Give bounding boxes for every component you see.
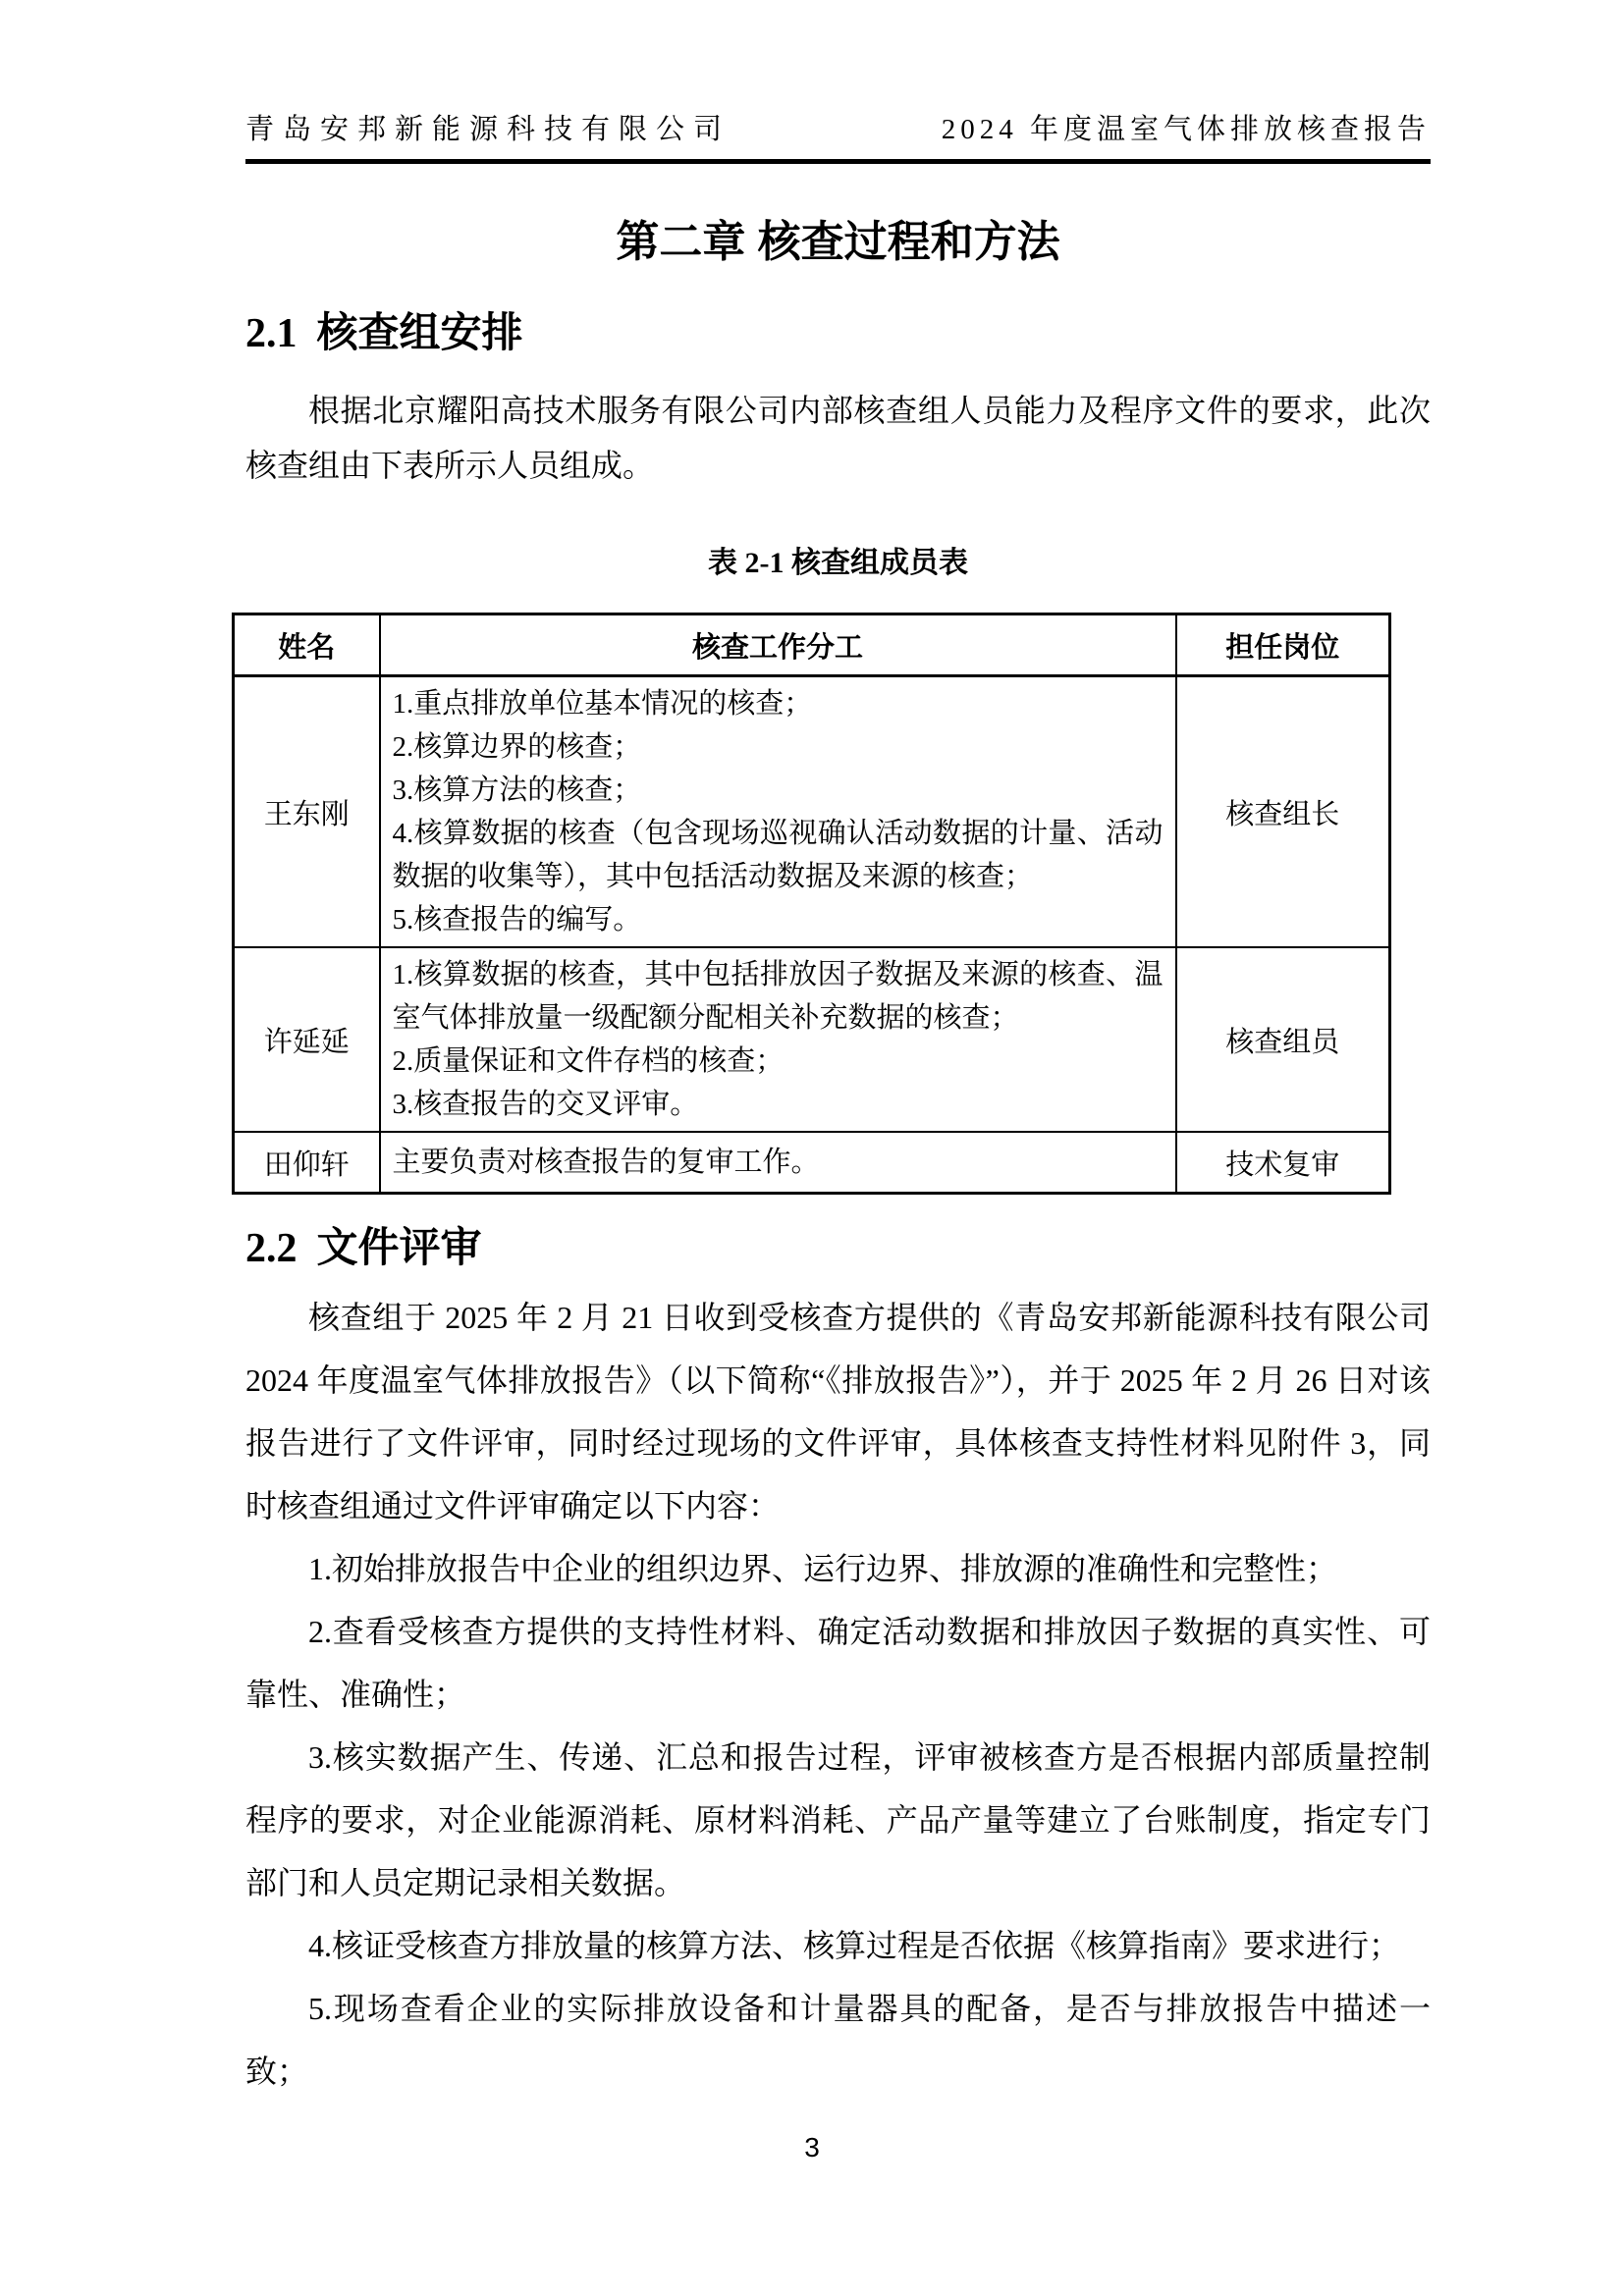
section-number: 2.2 bbox=[245, 1226, 298, 1271]
paragraph: 1.初始排放报告中企业的组织边界、运行边界、排放源的准确性和完整性； bbox=[308, 1551, 1338, 1586]
chapter-title: 第二章 核查过程和方法 bbox=[616, 218, 1060, 266]
duty-item: 3.核算方法的核查； bbox=[392, 774, 642, 806]
section-title: 文件评审 bbox=[316, 1224, 482, 1270]
column-header-position: 担任岗位 bbox=[1176, 614, 1390, 676]
member-position-cell: 核查组员 bbox=[1176, 947, 1390, 1132]
duty-item: 4.核算数据的核查（包含现场巡视确认活动数据的计量、活动数据的收集等），其中包括活动数据及来源的核查； bbox=[392, 818, 1164, 892]
column-header-duties: 核查工作分工 bbox=[380, 614, 1176, 676]
member-name-cell: 田仰轩 bbox=[234, 1132, 380, 1194]
paragraph: 4.核证受核查方排放量的核算方法、核算过程是否依据《核算指南》要求进行； bbox=[308, 1928, 1401, 1963]
section-2-1-paragraph: 根据北京耀阳高技术服务有限公司内部核查组人员能力及程序文件的要求，此次核查组由下表所示人员组成。 bbox=[245, 393, 1431, 483]
header-report-title: 2024 年度温室气体排放核查报告 bbox=[941, 114, 1431, 145]
member-position-cell: 核查组长 bbox=[1176, 676, 1390, 948]
page-number: 3 bbox=[804, 2132, 820, 2163]
duty-item: 主要负责对核查报告的复审工作。 bbox=[392, 1147, 820, 1178]
verification-team-table bbox=[232, 613, 1391, 1195]
section-title: 核查组安排 bbox=[316, 309, 523, 355]
paragraph: 5.现场查看企业的实际排放设备和计量器具的配备，是否与排放报告中描述一致； bbox=[245, 1991, 1431, 2089]
section-heading-2-1 bbox=[245, 309, 1431, 357]
duty-item: 2.质量保证和文件存档的核查； bbox=[392, 1045, 785, 1077]
table-row bbox=[234, 947, 1390, 1132]
member-duties-cell bbox=[380, 947, 1176, 1132]
paragraph: 3.核实数据产生、传递、汇总和报告过程，评审被核查方是否根据内部质量控制程序的要求，对企业能源消耗、原材料消耗、产品产量等建立了台账制度，指定专门部门和人员定期记录相关数据。 bbox=[245, 1739, 1431, 1900]
table-row bbox=[234, 1132, 1390, 1194]
table-2-1-caption: 表 2-1 核查组成员表 bbox=[708, 547, 968, 579]
duty-item: 1.重点排放单位基本情况的核查； bbox=[392, 688, 813, 720]
header-company-name: 青岛安邦新能源科技有限公司 bbox=[245, 114, 731, 145]
duty-item: 1.核算数据的核查，其中包括排放因子数据及来源的核查、温室气体排放量一级配额分配相关补充数据的核查； bbox=[392, 959, 1164, 1034]
section-number: 2.1 bbox=[245, 311, 298, 356]
member-duties-cell bbox=[380, 1132, 1176, 1194]
member-name-cell: 许延延 bbox=[234, 947, 380, 1132]
member-duties-cell bbox=[380, 676, 1176, 948]
section-heading-2-2 bbox=[245, 1224, 1431, 1272]
table-header-row bbox=[234, 614, 1390, 676]
section-2-2-body bbox=[245, 1286, 1431, 2103]
duty-item: 3.核查报告的交叉评审。 bbox=[392, 1089, 699, 1120]
member-position-cell: 技术复审 bbox=[1176, 1132, 1390, 1194]
page-header bbox=[245, 0, 1431, 164]
duty-item: 5.核查报告的编写。 bbox=[392, 904, 642, 935]
table-row bbox=[234, 676, 1390, 948]
paragraph: 核查组于 2025 年 2 月 21 日收到受核查方提供的《青岛安邦新能源科技有限公司 2024 年度温室气体排放报告》（以下简称“《排放报告》”），并于 2025 年 2 月 26 日对该报告进行了文件评审，同时经过现场的文件评审，具体核查支持性材料见附件 3，同时核查组通过文件评审确定以下内容： bbox=[245, 1300, 1431, 1523]
member-name-cell: 王东刚 bbox=[234, 676, 380, 948]
team-table-body bbox=[234, 676, 1390, 1194]
paragraph: 2.查看受核查方提供的支持性材料、确定活动数据和排放因子数据的真实性、可靠性、准确性； bbox=[245, 1614, 1431, 1712]
column-header-name: 姓名 bbox=[234, 614, 380, 676]
duty-item: 2.核算边界的核查； bbox=[392, 731, 642, 763]
